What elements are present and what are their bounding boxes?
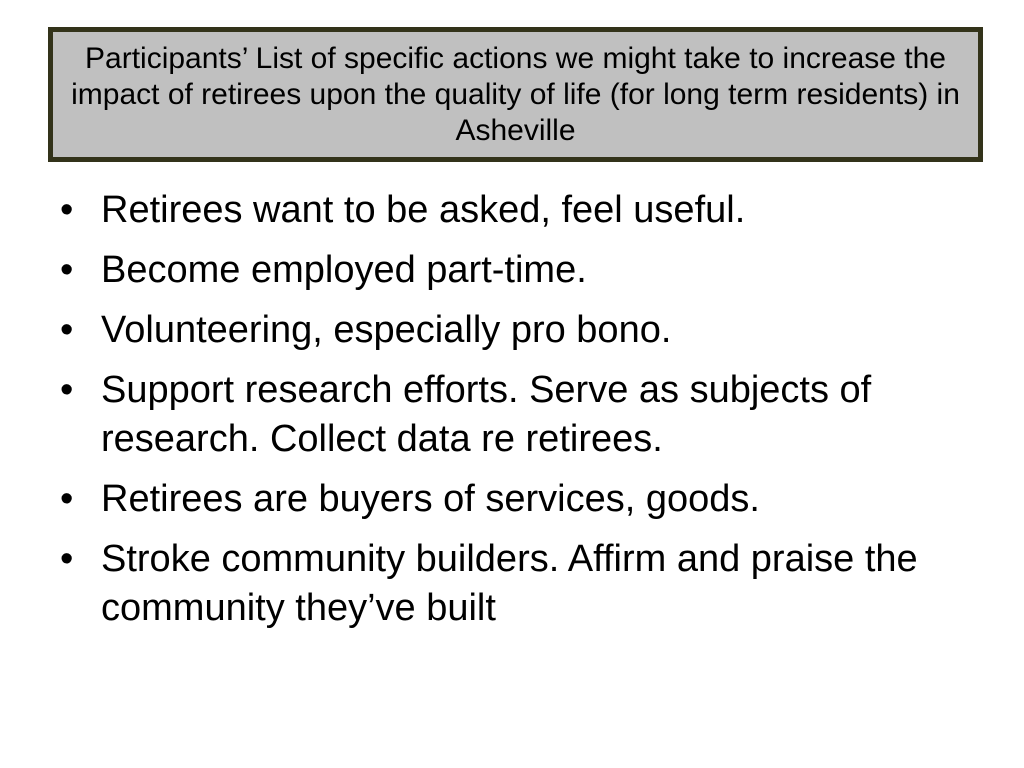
bullet-icon: • — [60, 189, 74, 231]
bullet-text: Support research efforts. Serve as subjects of research. Collect data re retirees. — [101, 369, 872, 460]
bullet-text: Volunteering, especially pro bono. — [101, 309, 672, 351]
bullet-icon: • — [60, 538, 74, 580]
bullet-text: Retirees are buyers of services, goods. — [101, 478, 760, 520]
bullet-text: Stroke community builders. Affirm and praise the community they’ve built — [101, 538, 918, 629]
title-box — [48, 27, 983, 162]
bullet-icon: • — [60, 249, 74, 291]
slide-title: Participants’ List of specific actions we might take to increase the impact of retirees upon the quality of life (for long term residents) in Asheville — [71, 41, 960, 147]
bullet-item — [56, 366, 956, 464]
bullet-icon: • — [60, 309, 74, 351]
bullet-item — [56, 535, 956, 633]
bullet-text: Retirees want to be asked, feel useful. — [101, 189, 746, 231]
bullet-item — [56, 306, 956, 355]
bullet-icon: • — [60, 369, 74, 411]
bullet-item — [56, 475, 956, 524]
bullet-text: Become employed part-time. — [101, 249, 587, 291]
bullet-list — [56, 186, 956, 644]
bullet-item — [56, 186, 956, 235]
bullet-item — [56, 246, 956, 295]
bullet-icon: • — [60, 478, 74, 520]
